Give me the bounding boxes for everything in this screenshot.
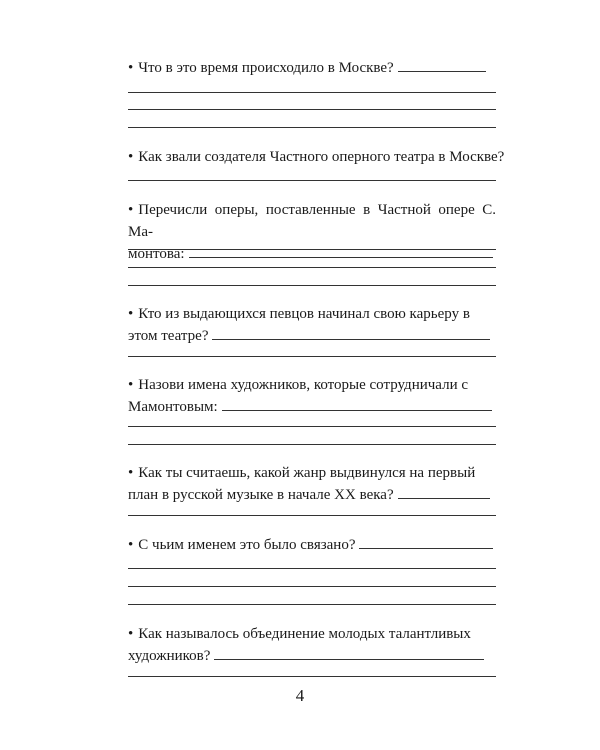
question-3-text-line2: монтова:: [128, 246, 185, 262]
question-2: [128, 146, 505, 168]
answer-line[interactable]: [128, 426, 496, 427]
bullet: •: [128, 626, 134, 642]
question-6: [128, 462, 496, 506]
answer-line[interactable]: [189, 243, 493, 258]
answer-line[interactable]: [398, 484, 490, 499]
page-number: 4: [295, 686, 305, 705]
question-5: [128, 374, 496, 418]
question-4: [128, 303, 496, 347]
bullet: •: [128, 149, 134, 165]
answer-line[interactable]: [128, 515, 496, 516]
bullet: •: [128, 202, 134, 218]
question-3-text-line1: Перечисли оперы, поставленные в Частной опере С. Ма-: [128, 202, 496, 240]
answer-line[interactable]: [128, 92, 496, 93]
question-6-text-line1: Как ты считаешь, какой жанр выдвинулся на первый: [138, 465, 476, 481]
bullet: •: [128, 60, 134, 76]
bullet: •: [128, 537, 134, 553]
answer-line[interactable]: [359, 534, 493, 549]
question-4-text-line1: Кто из выдающихся певцов начинал свою карьеру в: [138, 306, 470, 322]
answer-line[interactable]: [128, 676, 496, 677]
question-8-text-line1: Как называлось объединение молодых талантливых: [138, 626, 471, 642]
question-2-text: Как звали создателя Частного оперного театра в Москве?: [138, 149, 505, 165]
question-3: [128, 199, 496, 265]
bullet: •: [128, 306, 134, 322]
answer-line[interactable]: [398, 57, 486, 72]
question-8: [128, 623, 496, 667]
question-5-text-line2: Мамонтовым:: [128, 399, 218, 415]
answer-line[interactable]: [128, 249, 496, 250]
question-1: [128, 57, 496, 79]
answer-line[interactable]: [128, 127, 496, 128]
answer-line[interactable]: [128, 444, 496, 445]
answer-line[interactable]: [214, 645, 484, 660]
answer-line[interactable]: [212, 325, 490, 340]
question-7: [128, 534, 496, 556]
answer-line[interactable]: [128, 356, 496, 357]
bullet: •: [128, 465, 134, 481]
question-6-text-line2: план в русской музыке в начале XX века?: [128, 487, 394, 503]
question-8-text-line2: художников?: [128, 648, 211, 664]
answer-line[interactable]: [128, 267, 496, 268]
answer-line[interactable]: [128, 285, 496, 286]
question-5-text-line1: Назови имена художников, которые сотрудничали с: [138, 377, 469, 393]
answer-line[interactable]: [128, 180, 496, 181]
question-7-text: С чьим именем это было связано?: [138, 537, 356, 553]
question-1-text: Что в это время происходило в Москве?: [138, 60, 394, 76]
answer-line[interactable]: [128, 586, 496, 587]
bullet: •: [128, 377, 134, 393]
answer-line[interactable]: [222, 396, 492, 411]
question-4-text-line2: этом театре?: [128, 328, 209, 344]
answer-line[interactable]: [128, 568, 496, 569]
answer-line[interactable]: [128, 604, 496, 605]
answer-line[interactable]: [128, 109, 496, 110]
